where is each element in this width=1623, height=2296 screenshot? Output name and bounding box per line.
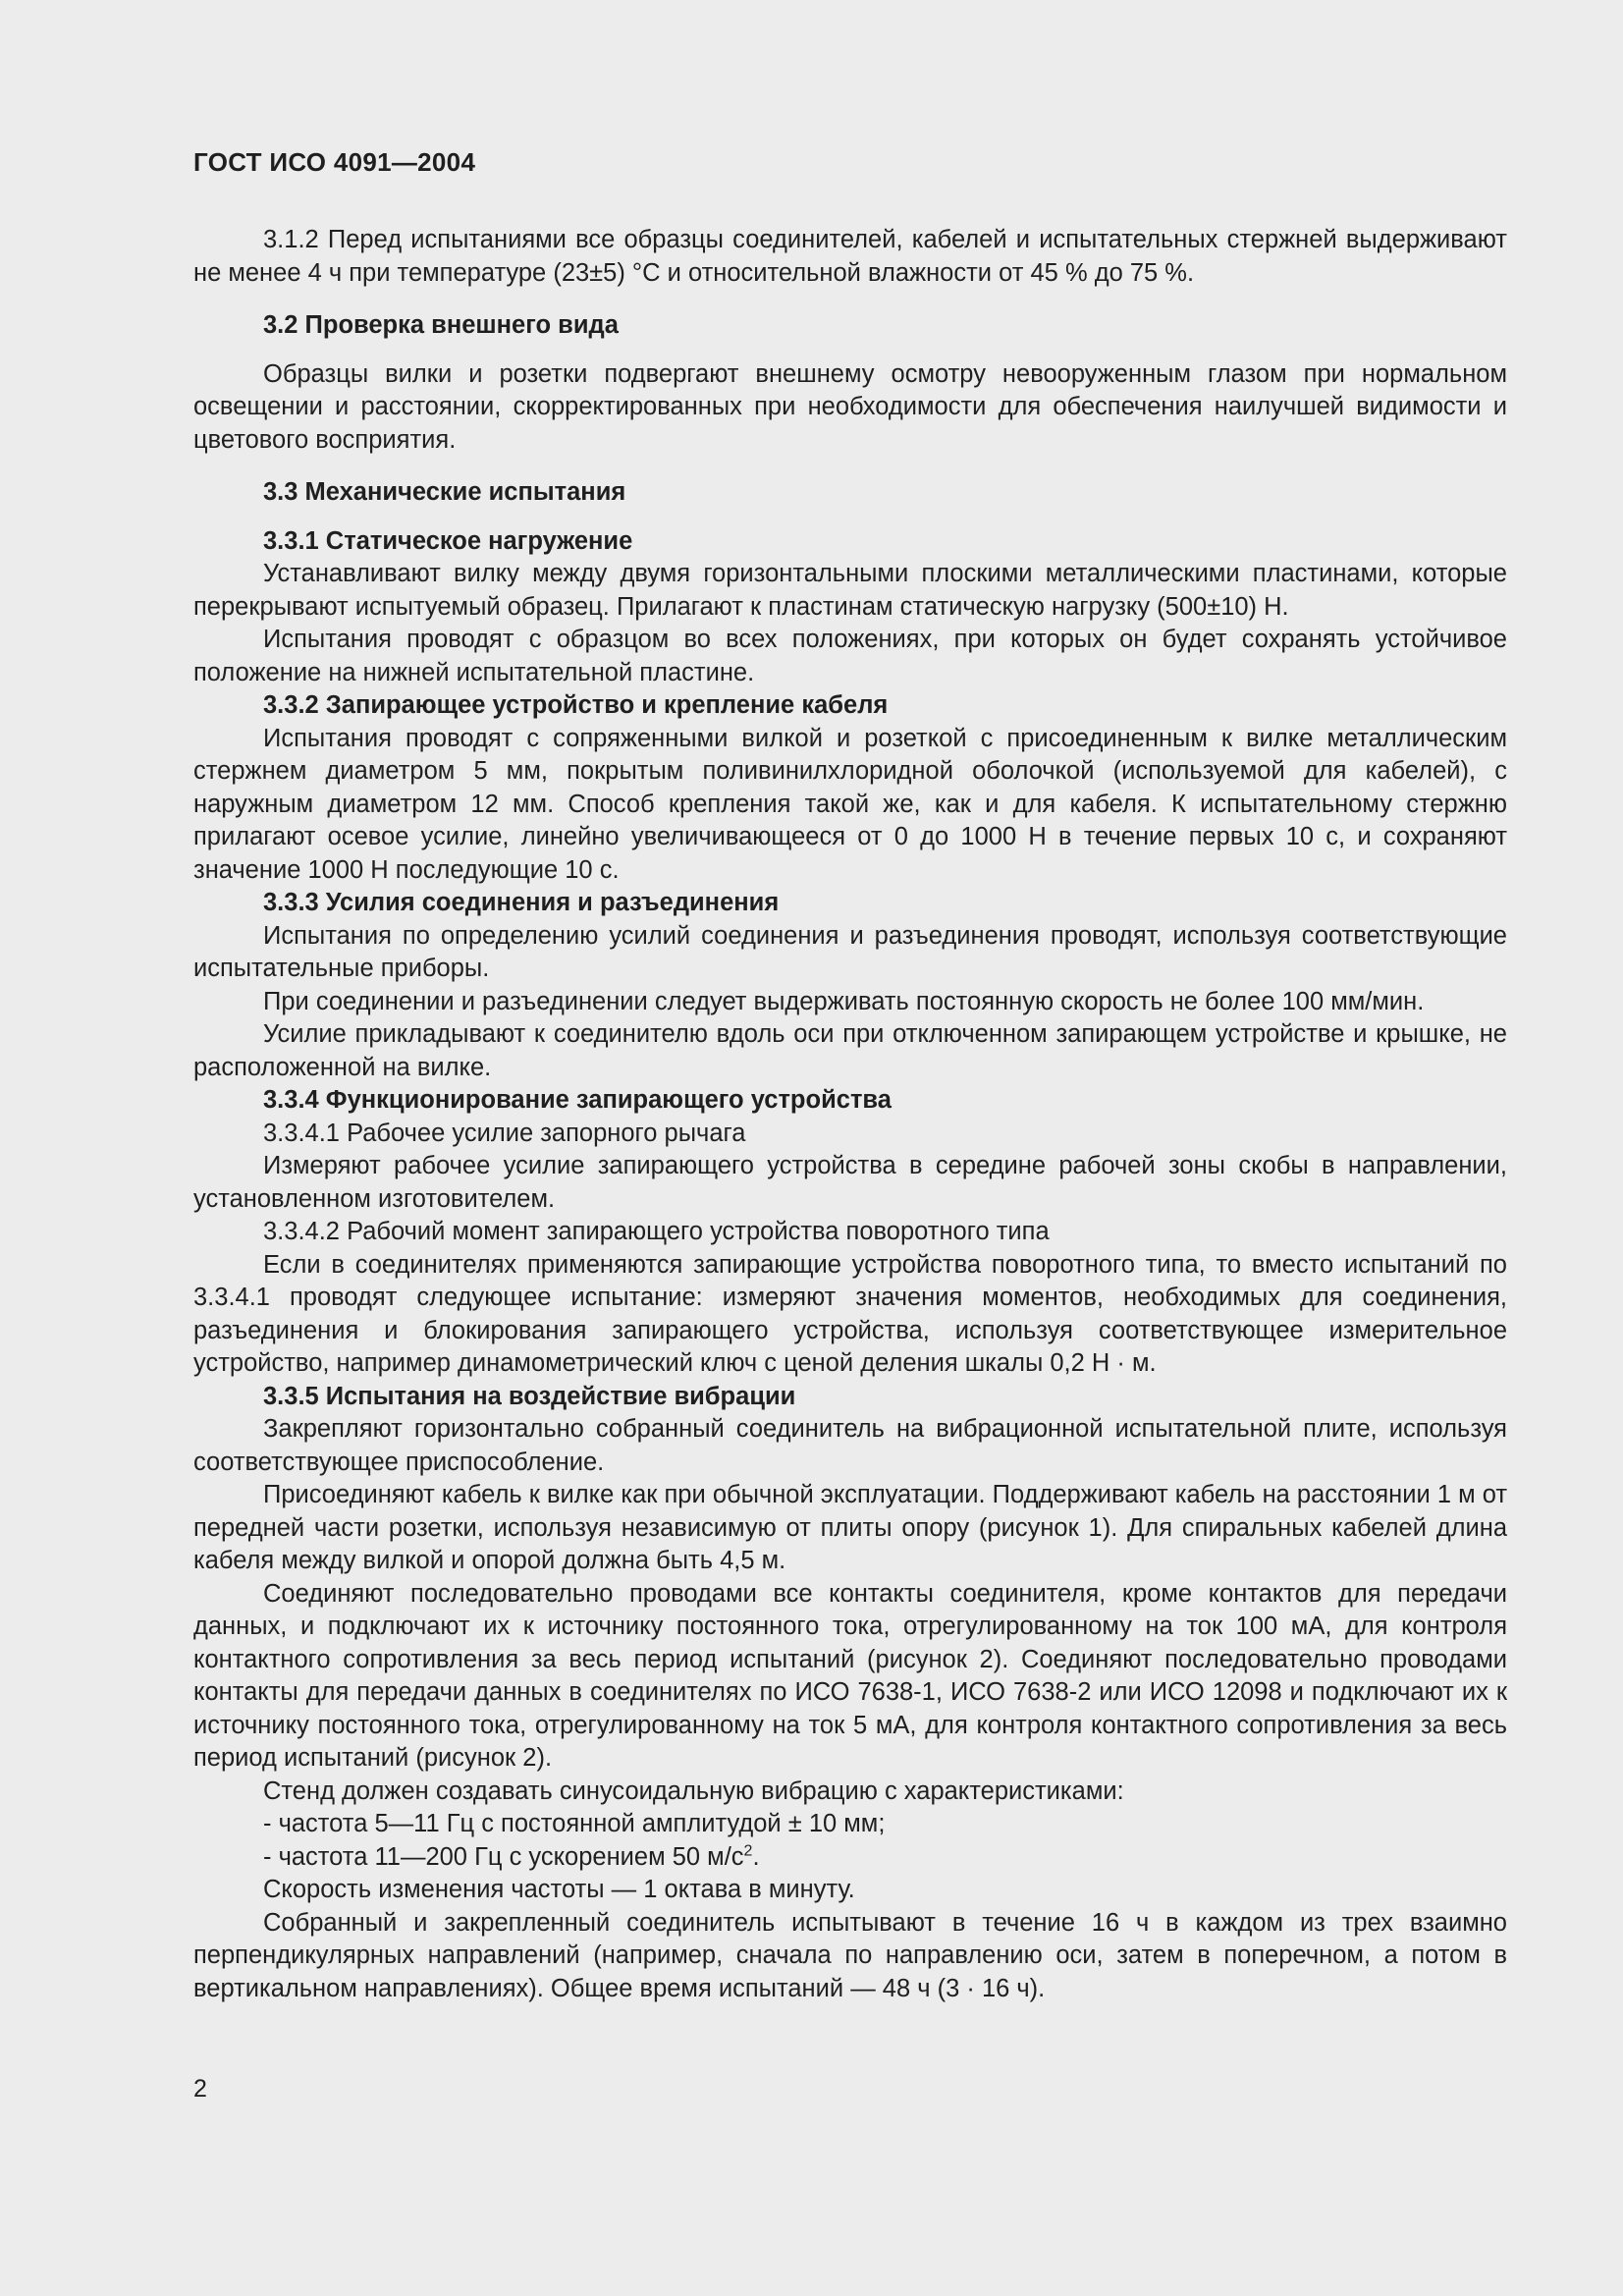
page-number: 2: [193, 2075, 207, 2103]
paragraph: Устанавливают вилку между двумя горизонтальными плоскими металлическими пластинами, которые перекрывают испытуемый образец. Прилагают к пластинам статическую нагрузку (500±10) Н.: [193, 560, 1507, 621]
paragraph: Испытания проводят с сопряженными вилкой и розеткой с присоединенным к вилке металлическим стержнем диаметром 5 мм, покрытым поливинилхлоридной оболочкой (используемой для кабелей), с наружным диаметром 12 мм. Способ крепления такой же, как и для кабеля. К испытательному стержню прилагают осевое усилие, линейно увеличивающееся от 0 до 1000 Н в течение первых 10 с, и сохраняют значение 1000 Н последующие 10 с.: [193, 724, 1507, 884]
section-heading: 3.3.4 Функционирование запирающего устройства: [263, 1086, 892, 1114]
paragraph: Усилие прикладывают к соединителю вдоль оси при отключенном запирающем устройстве и крышке, не расположенной на вилке.: [193, 1020, 1507, 1081]
section-heading: 3.2 Проверка внешнего вида: [263, 311, 619, 339]
list-item: - частота 5—11 Гц с постоянной амплитудой ± 10 мм;: [263, 1810, 886, 1837]
paragraph: Испытания проводят с образцом во всех положениях, при которых он будет сохранять устойчивое положение на нижней испытательной пластине.: [193, 626, 1507, 686]
document-header: ГОСТ ИСО 4091—2004: [193, 147, 476, 177]
paragraph: При соединении и разъединении следует выдерживать постоянную скорость не более 100 мм/мин.: [263, 987, 1425, 1015]
list-item: 3.3.4.2 Рабочий момент запирающего устройства поворотного типа: [263, 1218, 1050, 1245]
paragraph: Соединяют последовательно проводами все контакты соединителя, кроме контактов для передачи данных, и подключают их к источнику постоянного тока, отрегулированному на ток 100 мА, для контроля контактного сопротивления за весь период испытаний (рисунок 2). Соединяют последовательно проводами контакты для передачи данных в соединителях по ИСО 7638-1, ИСО 7638-2 или ИСО 12098 и подключают их к источнику постоянного тока, отрегулированному на ток 5 мА, для контроля контактного сопротивления за весь период испытаний (рисунок 2).: [193, 1579, 1507, 1772]
paragraph: Стенд должен создавать синусоидальную вибрацию с характеристиками:: [263, 1777, 1124, 1805]
paragraph: Присоединяют кабель к вилке как при обычной эксплуатации. Поддерживают кабель на расстоянии 1 м от передней части розетки, используя независимую от плиты опору (рисунок 1). Для спиральных кабелей длина кабеля между вилкой и опорой должна быть 4,5 м.: [193, 1481, 1508, 1574]
paragraph: 3.1.2 Перед испытаниями все образцы соединителей, кабелей и испытательных стержней выдерживают не менее 4 ч при температуре (23±5) °С и относительной влажности от 45 % до 75 %.: [193, 226, 1507, 287]
list-item: [193, 1841, 1507, 1875]
paragraph: Собранный и закрепленный соединитель испытывают в течение 16 ч в каждом из трех взаимно перпендикулярных направлений (например, сначала по направлению оси, затем в поперечном, а потом в вертикальном направлениях). Общее время испытаний — 48 ч (3 · 16 ч).: [193, 1908, 1507, 2002]
paragraph: Образцы вилки и розетки подвергают внешнему осмотру невооруженным глазом при нормальном освещении и расстоянии, скорректированных при необходимости для обеспечения наилучшей видимости и цветового восприятия.: [193, 359, 1507, 454]
list-item: 3.3.4.1 Рабочее усилие запорного рычага: [263, 1119, 746, 1147]
paragraph: Скорость изменения частоты — 1 октава в минуту.: [263, 1876, 855, 1903]
paragraph: Если в соединителях применяются запирающие устройства поворотного типа, то вместо испытаний по 3.3.4.1 проводят следующее испытание: измеряют значения моментов, необходимых для соединения, разъединения и блокирования запирающего устройства, используя соответствующее измерительное устройство, например динамометрический ключ с ценой деления шкалы 0,2 Н · м.: [193, 1250, 1507, 1377]
paragraph: Закрепляют горизонтально собранный соединитель на вибрационной испытательной плите, используя соответствующее приспособление.: [193, 1415, 1507, 1476]
paragraph: Измеряют рабочее усилие запирающего устройства в середине рабочей зоны скобы в направлении, установленном изготовителем.: [193, 1152, 1507, 1213]
section-heading: 3.3.5 Испытания на воздействие вибрации: [263, 1382, 796, 1410]
section-heading: 3.3.1 Статическое нагружение: [263, 526, 633, 555]
section-heading: 3.3.2 Запирающее устройство и крепление кабеля: [263, 691, 889, 719]
paragraph: Испытания по определению усилий соединения и разъединения проводят, используя соответствующие испытательные приборы.: [193, 921, 1507, 982]
section-heading: 3.3.3 Усилия соединения и разъединения: [263, 889, 780, 916]
list-item-text: - частота 11—200 Гц с ускорением 50 м/с: [263, 1842, 744, 1871]
document-body: [193, 224, 1507, 2005]
list-item-tail: .: [752, 1842, 760, 1871]
section-heading: 3.3 Механические испытания: [263, 478, 626, 506]
superscript: 2: [743, 1842, 753, 1859]
